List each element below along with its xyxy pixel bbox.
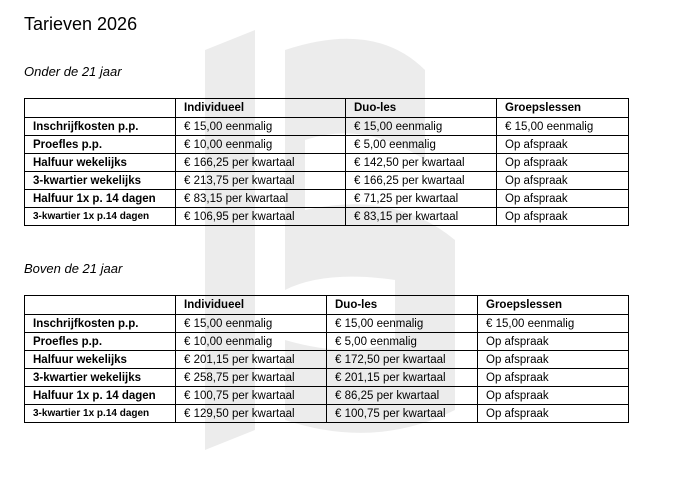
table-cell: € 201,15 per kwartaal [176,351,327,369]
table-cell: Op afspraak [478,387,629,405]
row-label: 3-kwartier 1x p.14 dagen [25,405,176,423]
header-cell-individueel: Individueel [176,99,346,118]
table-cell: € 172,50 per kwartaal [327,351,478,369]
table-cell: € 10,00 eenmalig [176,136,346,154]
row-label: Halfuur 1x p. 14 dagen [25,387,176,405]
table-cell: € 15,00 eenmalig [176,118,346,136]
table-row [25,351,629,369]
row-label: Inschrijfkosten p.p. [25,118,176,136]
table-cell: Op afspraak [478,369,629,387]
table-row [25,172,629,190]
table-cell: € 142,50 per kwartaal [346,154,497,172]
row-label: Halfuur 1x p. 14 dagen [25,190,176,208]
table-cell: € 100,75 per kwartaal [176,387,327,405]
table-row [25,190,629,208]
table-row [25,154,629,172]
table-row [25,369,629,387]
table-cell: Op afspraak [478,333,629,351]
table-row [25,208,629,226]
table-cell: € 5,00 eenmalig [346,136,497,154]
header-cell-empty [25,99,176,118]
table-cell: € 213,75 per kwartaal [176,172,346,190]
table-cell: € 83,15 per kwartaal [346,208,497,226]
table-cell: € 83,15 per kwartaal [176,190,346,208]
header-cell-individueel: Individueel [176,296,327,315]
table-row [25,118,629,136]
header-cell-duo-les: Duo-les [327,296,478,315]
row-label: Proefles p.p. [25,136,176,154]
table-cell: € 201,15 per kwartaal [327,369,478,387]
table-cell: € 166,25 per kwartaal [346,172,497,190]
table-cell: Op afspraak [497,172,629,190]
row-label: Halfuur wekelijks [25,154,176,172]
table-cell: € 71,25 per kwartaal [346,190,497,208]
row-label: 3-kwartier wekelijks [25,172,176,190]
table-cell: € 258,75 per kwartaal [176,369,327,387]
table-row [25,387,629,405]
table-cell: € 10,00 eenmalig [176,333,327,351]
page-title: Tarieven 2026 [24,14,138,34]
table-cell: € 106,95 per kwartaal [176,208,346,226]
table-row [25,405,629,423]
table-row [25,333,629,351]
table-cell: Op afspraak [478,405,629,423]
rates-table-over-21 [24,295,629,423]
row-label: 3-kwartier 1x p.14 dagen [25,208,176,226]
table-cell: Op afspraak [497,136,629,154]
table-cell: € 86,25 per kwartaal [327,387,478,405]
table-cell: € 15,00 eenmalig [497,118,629,136]
header-cell-duo-les: Duo-les [346,99,497,118]
header-cell-groepslessen: Groepslessen [478,296,629,315]
table-cell: € 15,00 eenmalig [346,118,497,136]
row-label: Inschrijfkosten p.p. [25,315,176,333]
header-cell-empty [25,296,176,315]
table-cell: € 15,00 eenmalig [478,315,629,333]
table-cell: € 100,75 per kwartaal [327,405,478,423]
table-cell: Op afspraak [497,190,629,208]
table-cell: € 5,00 eenmalig [327,333,478,351]
table-cell: € 15,00 eenmalig [327,315,478,333]
table-cell: Op afspraak [497,208,629,226]
row-label: Halfuur wekelijks [25,351,176,369]
table-cell: Op afspraak [478,351,629,369]
header-cell-groepslessen: Groepslessen [497,99,629,118]
section-heading-over-21: Boven de 21 jaar [24,261,123,276]
section-heading-under-21: Onder de 21 jaar [24,64,122,79]
table-cell: € 166,25 per kwartaal [176,154,346,172]
table-header-row [25,99,629,118]
row-label: 3-kwartier wekelijks [25,369,176,387]
table-row [25,136,629,154]
row-label: Proefles p.p. [25,333,176,351]
table-cell: € 15,00 eenmalig [176,315,327,333]
table-cell: € 129,50 per kwartaal [176,405,327,423]
table-row [25,315,629,333]
table-cell: Op afspraak [497,154,629,172]
rates-table-under-21 [24,98,629,226]
table-header-row [25,296,629,315]
